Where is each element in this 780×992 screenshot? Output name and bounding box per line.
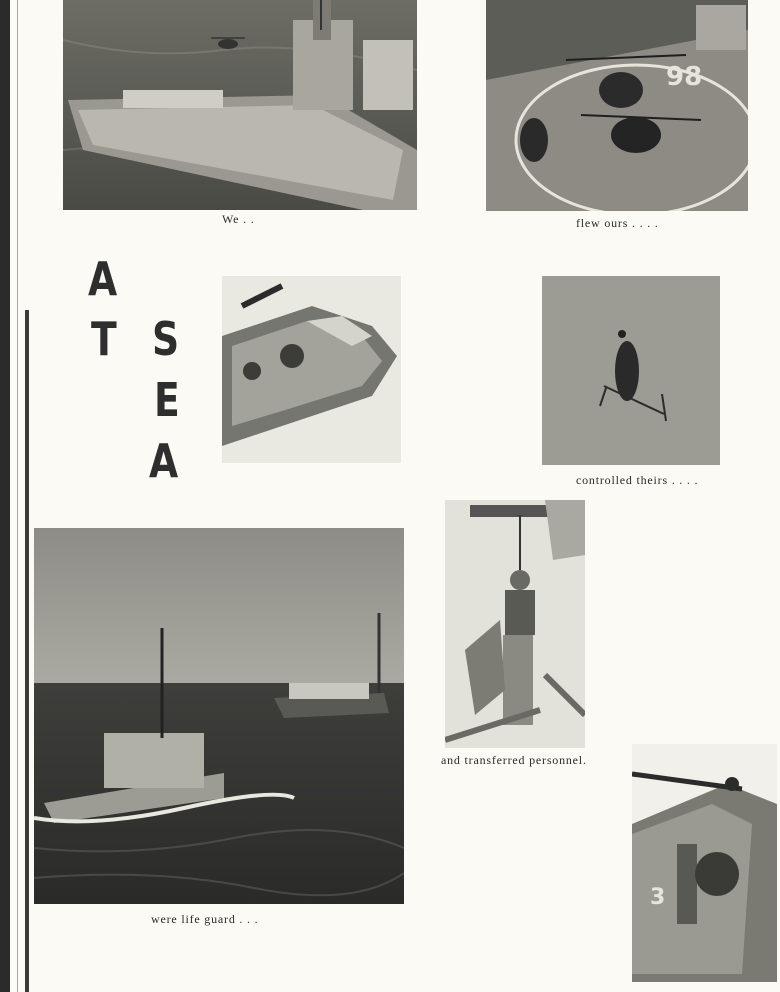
binding-line-thin [17,0,18,992]
caption-flew: flew ours . . . . [576,216,659,230]
title-letter-a: A [88,252,118,306]
binding-edge [0,0,10,992]
photo-helicopter-cockpit [222,276,401,463]
svg-text:98: 98 [666,62,703,92]
title-letter-e: E [154,373,180,427]
title-letter-t: T [91,312,117,366]
photo-ships-at-sea [34,528,404,904]
binding-line [25,310,29,992]
title-letter-s: S [152,312,180,366]
photo-helicopter-overhead [542,276,720,465]
photo-helicopter-hoist [632,744,777,982]
helicopter-number: 3 [650,885,666,910]
caption-transferred: and transferred personnel. [441,753,587,767]
photo-destroyer-helicopter [63,0,417,210]
photo-deck-helicopters [486,0,748,211]
photo-personnel-transfer [445,500,585,748]
caption-we: We . . [222,212,255,226]
title-letter-a2: A [149,434,179,488]
caption-controlled: controlled theirs . . . . [576,473,699,487]
caption-lifeguard: were life guard . . . [151,912,259,926]
